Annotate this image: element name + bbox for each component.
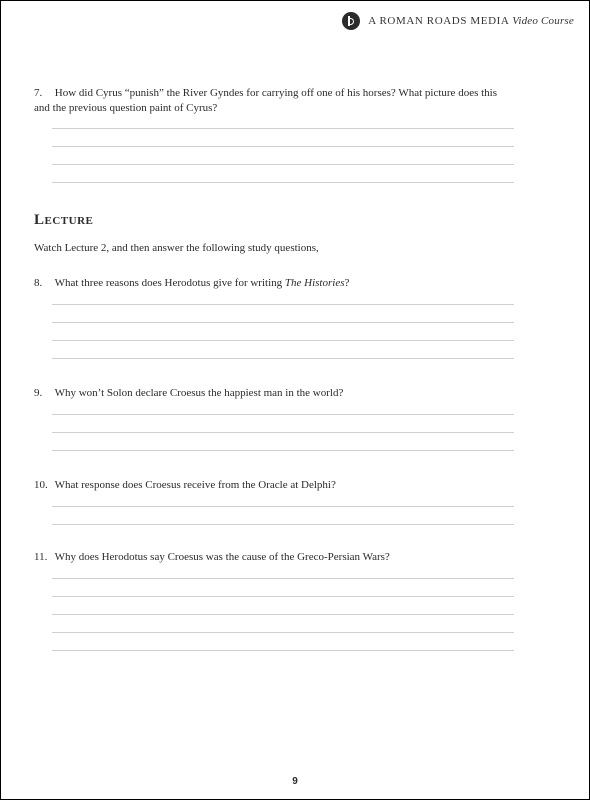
brand-name: A ROMAN ROADS MEDIA: [368, 15, 509, 27]
question-10: [34, 478, 514, 493]
answer-line[interactable]: [52, 650, 514, 651]
answer-line[interactable]: [52, 432, 514, 433]
brand-text: [368, 15, 574, 27]
question-number: 9.: [34, 387, 43, 399]
answer-line[interactable]: [52, 182, 514, 183]
section-instruction: Watch Lecture 2, and then answer the following study questions,: [34, 242, 319, 254]
question-9: [34, 386, 514, 401]
answer-line[interactable]: [52, 128, 514, 129]
answer-line[interactable]: [52, 322, 514, 323]
course-label: Video Course: [512, 15, 574, 27]
answer-lines-10[interactable]: [52, 506, 514, 542]
question-11: [34, 550, 514, 565]
answer-line[interactable]: [52, 506, 514, 507]
question-number: 10.: [34, 479, 48, 491]
answer-line[interactable]: [52, 304, 514, 305]
answer-lines-7[interactable]: [52, 128, 514, 200]
answer-lines-11[interactable]: [52, 578, 514, 668]
question-number: 7.: [34, 87, 43, 99]
section-title: Lecture: [34, 212, 94, 228]
question-number: 8.: [34, 277, 43, 289]
answer-line[interactable]: [52, 450, 514, 451]
question-text: Why won’t Solon declare Croesus the happiest man in the world?: [54, 387, 344, 399]
answer-line[interactable]: [52, 596, 514, 597]
roman-roads-logo-icon: [342, 12, 360, 30]
question-8: [34, 276, 514, 291]
answer-line[interactable]: [52, 358, 514, 359]
answer-line[interactable]: [52, 340, 514, 341]
question-text: What three reasons does Herodotus give for writing The Histories?: [54, 277, 350, 289]
header: [342, 12, 574, 30]
answer-line[interactable]: [52, 578, 514, 579]
answer-lines-8[interactable]: [52, 304, 514, 376]
question-text: What response does Croesus receive from the Oracle at Delphi?: [54, 479, 336, 491]
answer-line[interactable]: [52, 614, 514, 615]
page-number: 9: [292, 776, 298, 787]
answer-line[interactable]: [52, 524, 514, 525]
book-title: The Histories: [284, 277, 345, 289]
answer-line[interactable]: [52, 414, 514, 415]
answer-line[interactable]: [52, 632, 514, 633]
answer-line[interactable]: [52, 164, 514, 165]
answer-line[interactable]: [52, 146, 514, 147]
question-text: How did Cyrus “punish” the River Gyndes for carrying off one of his horses? What picture does this and the previous question paint of Cyrus?: [34, 87, 498, 114]
question-text: Why does Herodotus say Croesus was the cause of the Greco-Persian Wars?: [54, 551, 390, 563]
question-number: 11.: [34, 551, 48, 563]
answer-lines-9[interactable]: [52, 414, 514, 468]
question-7: [34, 86, 514, 116]
